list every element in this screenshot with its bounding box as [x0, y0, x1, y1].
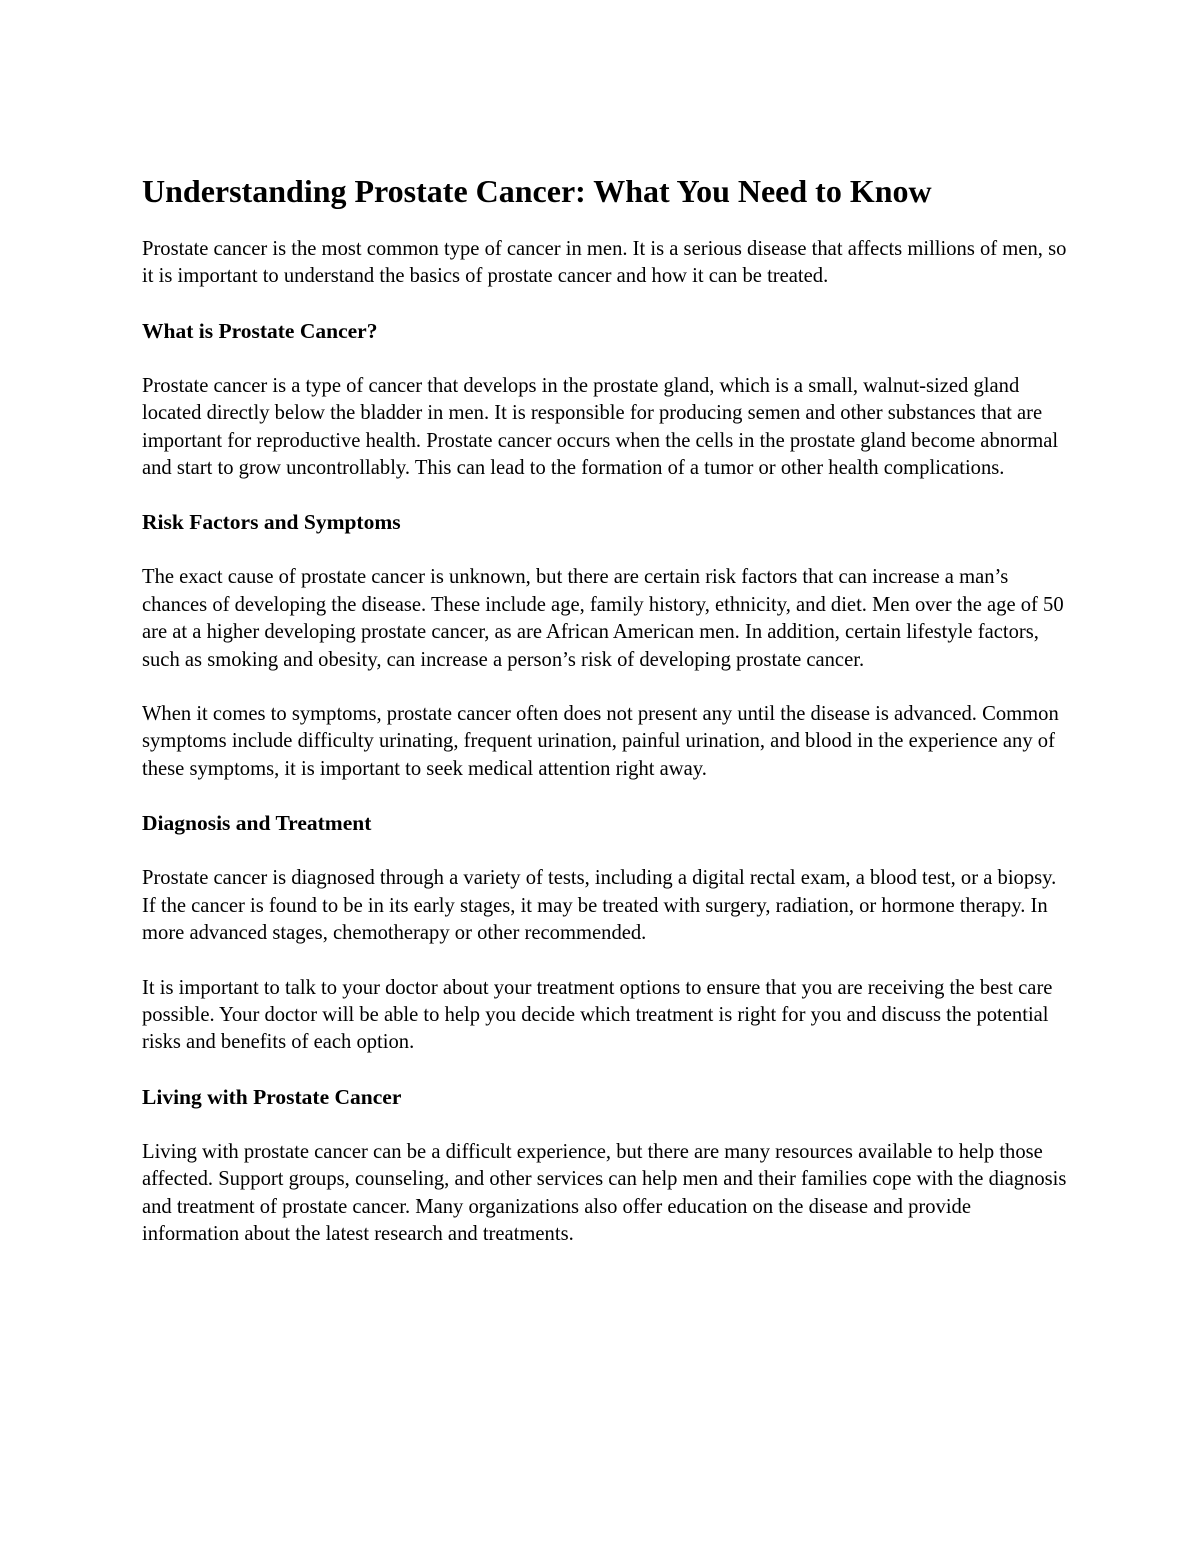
document-page: [142, 172, 1067, 1275]
heading-living-with-prostate-cancer: Living with Prostate Cancer: [142, 1084, 402, 1109]
paragraph-diagnosis: Prostate cancer is diagnosed through a variety of tests, including a digital rectal exam, a blood test, or a biopsy. If the cancer is found to be in its early stages, it may be treated with surgery, radiation, or hormone therapy. In more advanced stages, chemotherapy or other recommended.: [142, 867, 1057, 945]
paragraph-what-is-prostate-cancer: Prostate cancer is a type of cancer that develops in the prostate gland, which is a small, walnut-sized gland located directly below the bladder in men. It is responsible for producing semen and other substances that are important for reproductive health. Prostate cancer occurs when the cells in the prostate gland become abnormal and start to grow uncontrollably. This can lead to the formation of a tumor or other health complications.: [142, 374, 1059, 480]
paragraph-symptoms: When it comes to symptoms, prostate cancer often does not present any until the disease is advanced. Common symptoms include difficulty urinating, frequent urination, painful urination, and blood in the experience any of these symptoms, it is important to seek medical attention right away.: [142, 703, 1059, 780]
paragraph-treatment-options: It is important to talk to your doctor about your treatment options to ensure that you are receiving the best care possible. Your doctor will be able to help you decide which treatment is right for you and discuss the potential risks and benefits of each option.: [142, 976, 1053, 1054]
intro-paragraph: Prostate cancer is the most common type of cancer in men. It is a serious disease that affects millions of men, so it is important to understand the basics of prostate cancer and how it can be treated.: [142, 238, 1067, 288]
paragraph-risk-factors: The exact cause of prostate cancer is unknown, but there are certain risk factors that can increase a man’s chances of developing the disease. These include age, family history, ethnicity, and diet. Men over the age of 50 are at a higher developing prostate cancer, as are African American men. In addition, certain lifestyle factors, such as smoking and obesity, can increase a person’s risk of developing prostate cancer.: [142, 566, 1064, 671]
document-title: Understanding Prostate Cancer: What You Need to Know: [142, 173, 932, 209]
heading-diagnosis-and-treatment: Diagnosis and Treatment: [142, 811, 372, 836]
paragraph-living-with-prostate-cancer: Living with prostate cancer can be a difficult experience, but there are many resources available to help those affected. Support groups, counseling, and other services can help men and their families cope with the diagnosis and treatment of prostate cancer. Many organizations also offer education on the disease and provide information about the latest research and treatments.: [142, 1140, 1067, 1245]
heading-risk-factors-and-symptoms: Risk Factors and Symptoms: [142, 510, 401, 535]
heading-what-is-prostate-cancer: What is Prostate Cancer?: [142, 318, 378, 343]
